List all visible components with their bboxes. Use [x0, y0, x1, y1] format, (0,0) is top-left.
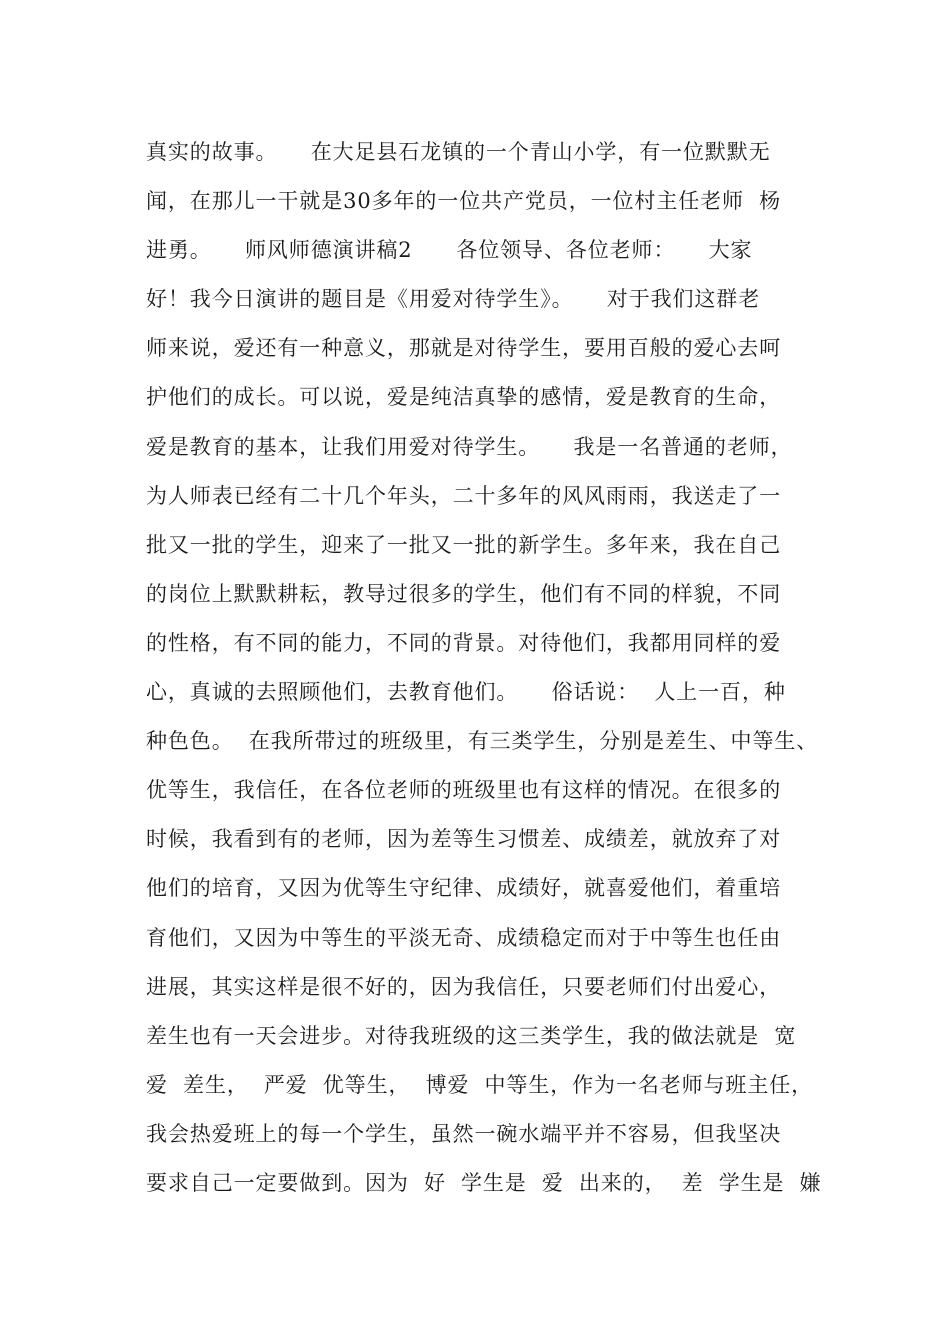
- body-text: [146, 128, 826, 1208]
- text-line: 差生也有一天会进步。对待我班级的这三类学生，我的做法就是 宽: [146, 1023, 797, 1048]
- text-line: 我会热爱班上的每一个学生，虽然一碗水端平并不容易，但我坚决: [146, 1121, 782, 1146]
- text-line: 爱 差生， 严爱 优等生， 博爱 中等生，作为一名老师与班主任，: [146, 1072, 814, 1097]
- text-line: 进勇。 师风师德演讲稿2 各位领导、各位老师： 大家: [146, 238, 753, 263]
- text-line: 进展，其实这样是很不好的，因为我信任，只要老师们付出爱心，: [146, 974, 782, 999]
- text-line: 要求自己一定要做到。因为 好 学生是 爱 出来的， 差 学生是 嫌: [146, 1170, 822, 1195]
- text-line: 种色色。 在我所带过的班级里，有三类学生，分别是差生、中等生、: [146, 729, 819, 754]
- text-line: 心，真诚的去照顾他们，去教育他们。 俗话说： 人上一百，种: [146, 680, 786, 705]
- text-line: 爱是教育的基本，让我们用爱对待学生。 我是一名普通的老师，: [146, 434, 793, 459]
- text-line: 师来说，爱还有一种意义，那就是对待学生，要用百般的爱心去呵: [146, 336, 782, 361]
- text-line: 为人师表已经有二十几个年头，二十多年的风风雨雨，我送走了一: [146, 483, 782, 508]
- text-line: 真实的故事。 在大足县石龙镇的一个青山小学，有一位默默无: [146, 140, 771, 164]
- text-line: 时候，我看到有的老师，因为差等生习惯差、成绩差，就放弃了对: [146, 827, 782, 852]
- text-line: 的岗位上默默耕耘，教导过很多的学生，他们有不同的样貌，不同: [146, 581, 782, 606]
- text-line: 优等生，我信任，在各位老师的班级里也有这样的情况。在很多的: [146, 778, 782, 803]
- text-line: 他们的培育，又因为优等生守纪律、成绩好，就喜爱他们，着重培: [146, 876, 782, 901]
- text-line: 批又一批的学生，迎来了一批又一批的新学生。多年来，我在自己: [146, 532, 782, 557]
- text-line: 护他们的成长。可以说，爱是纯洁真挚的感情，爱是教育的生命，: [146, 385, 782, 410]
- text-line: 闻，在那儿一干就是30多年的一位共产党员，一位村主任老师 杨: [146, 189, 781, 214]
- text-line: 的性格，有不同的能力，不同的背景。对待他们，我都用同样的爱: [146, 630, 782, 655]
- text-line: 育他们，又因为中等生的平淡无奇、成绩稳定而对于中等生也任由: [146, 925, 782, 950]
- text-line: 好！我今日演讲的题目是《用爱对待学生》。 对于我们这群老: [146, 287, 761, 312]
